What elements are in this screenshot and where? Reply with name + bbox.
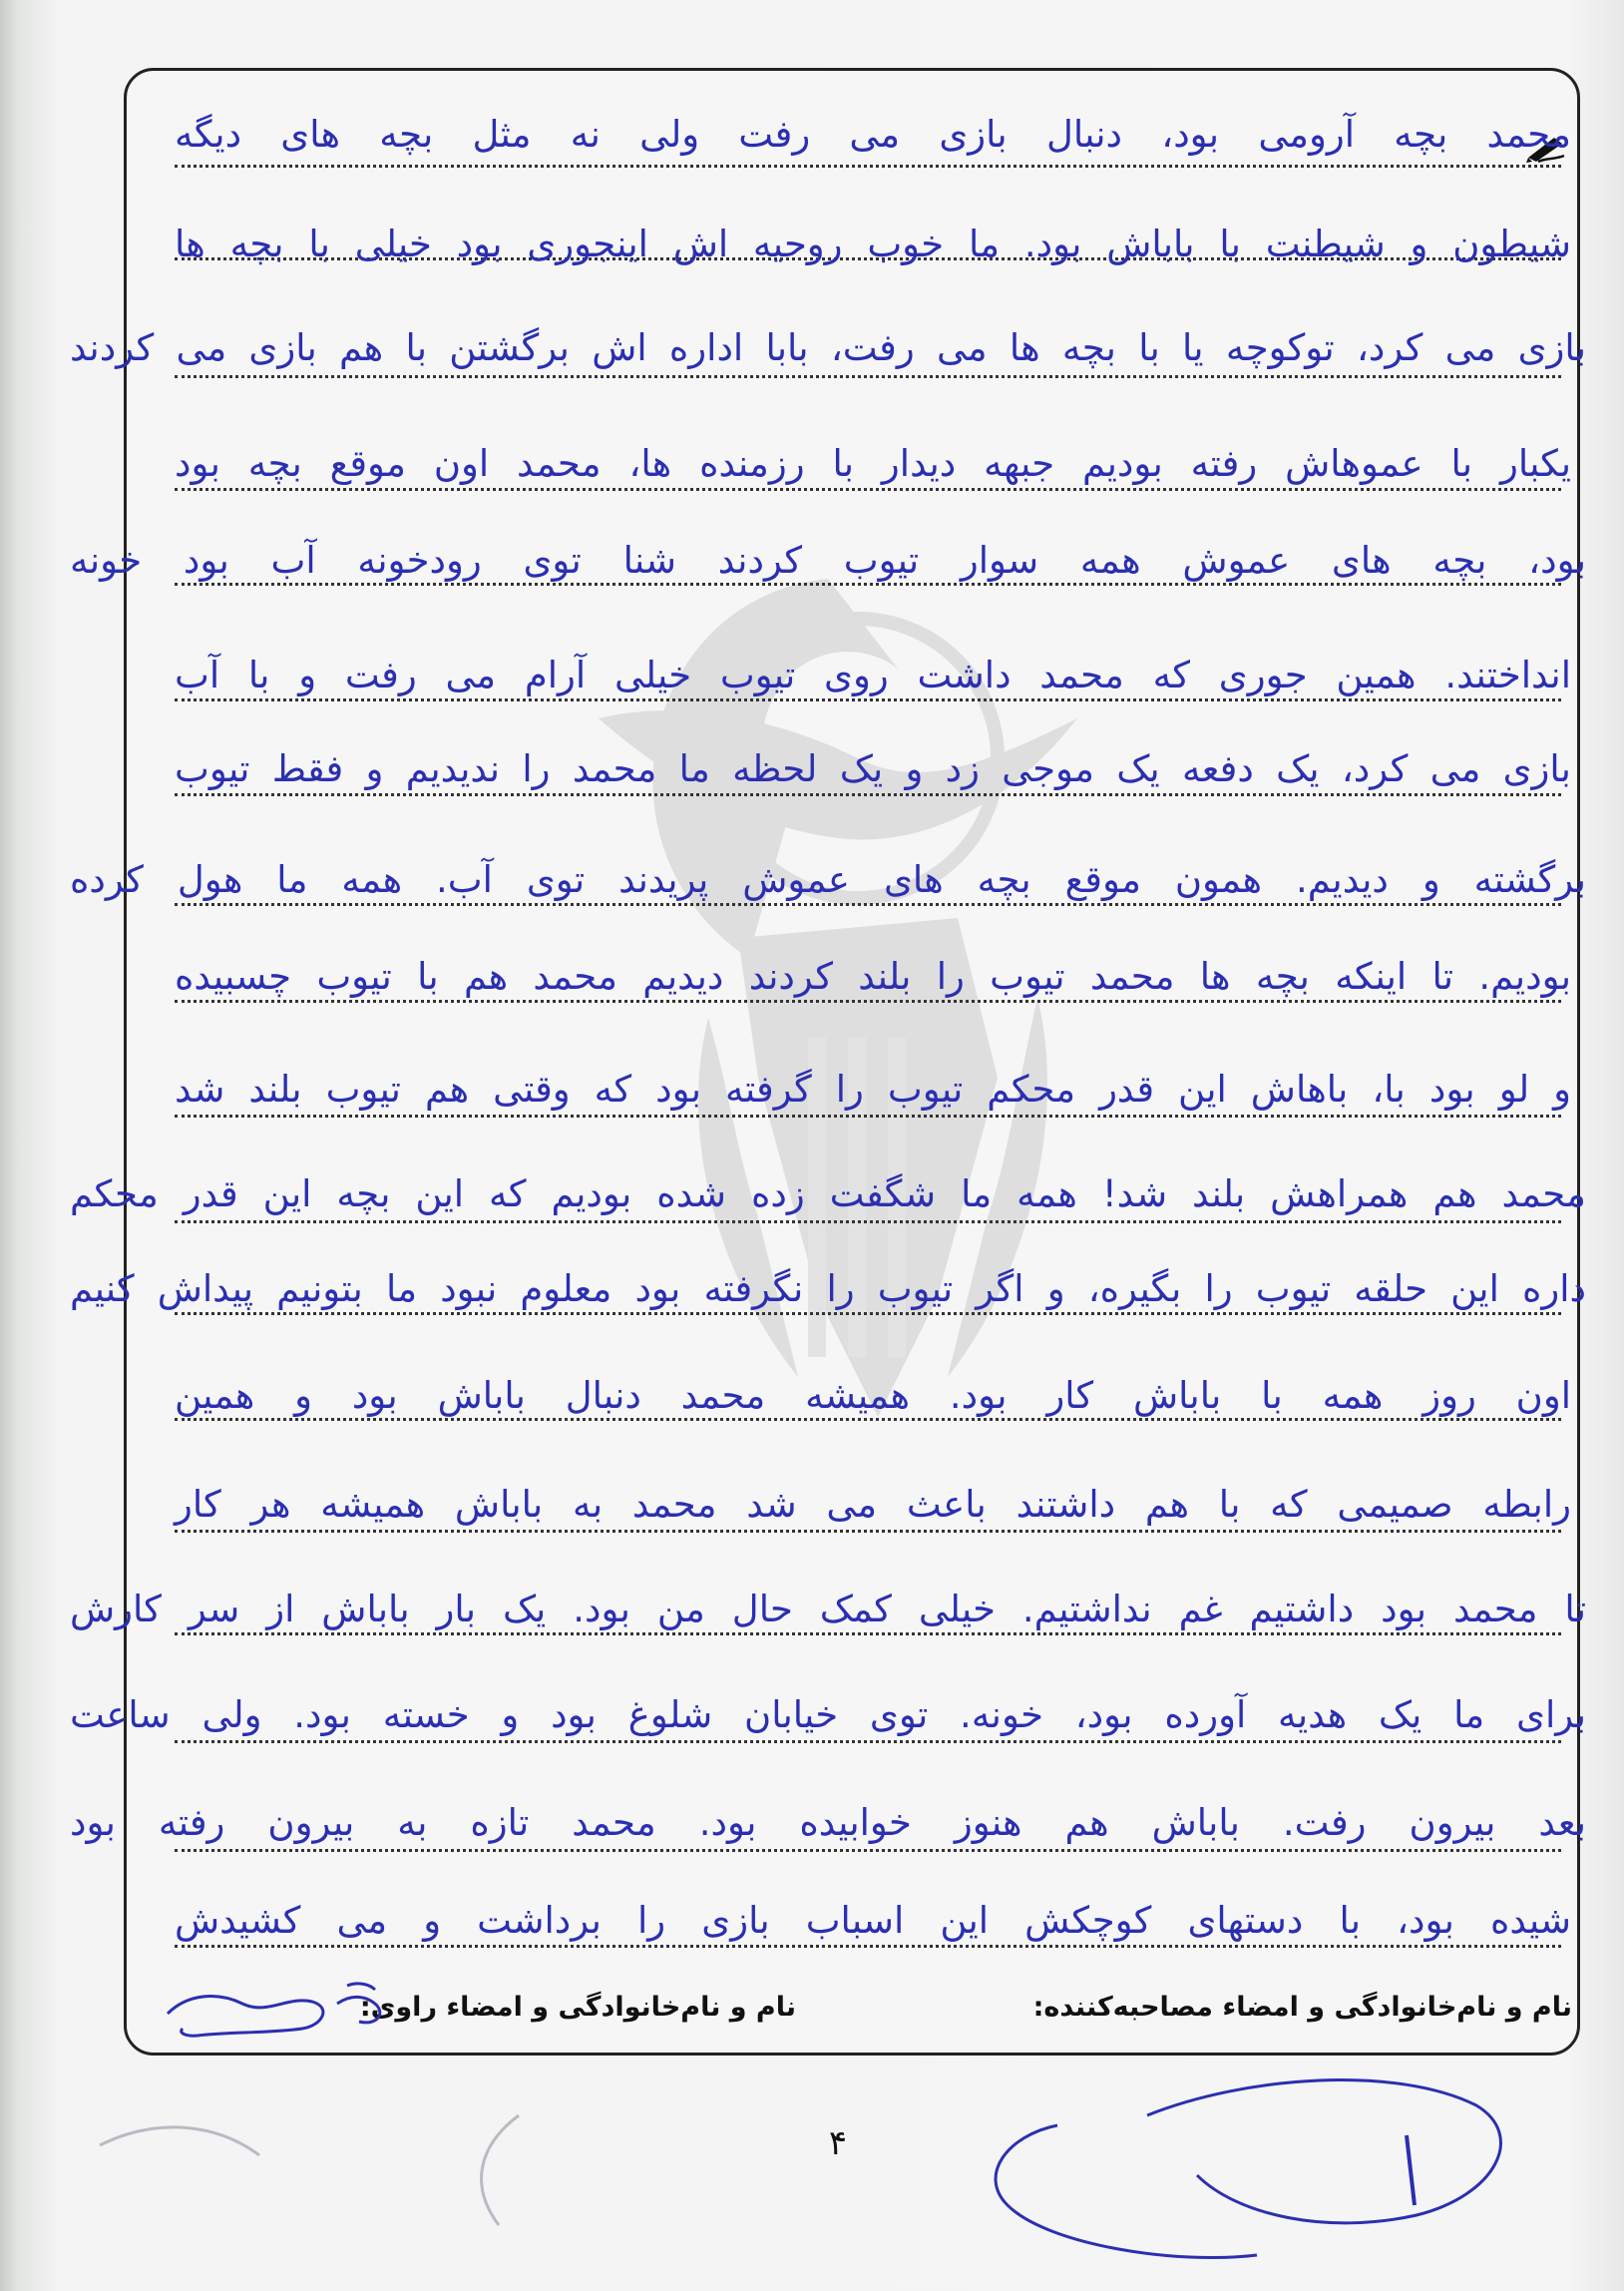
handwritten-line: بازی می کرد، یک دفعه یک موجی زد و یک لحظه ما محمد را ندیدیم و فقط تیوب	[175, 747, 1571, 790]
handwritten-line: داره این حلقه تیوب را بگیره، و اگر تیوب را نگرفته بود معلوم نبود ما بتونیم پیداش کنیم	[70, 1267, 1586, 1310]
page-number: ۴	[828, 2123, 848, 2163]
handwritten-signature	[148, 1974, 397, 2044]
margin-scribbles	[0, 2056, 1624, 2291]
handwritten-line: بازی می کرد، توکوچه یا با بچه ها می رفت، بابا اداره اش برگشتن با هم بازی می کردند	[70, 326, 1586, 369]
handwritten-line: اون روز همه با باباش کار بود. همیشه محمد دنبال باباش بود و همین	[175, 1374, 1571, 1417]
handwritten-line: رابطه صمیمی که با هم داشتند باعث می شد محمد به باباش همیشه هر کار	[175, 1483, 1571, 1526]
handwritten-line: انداختند. همین جوری که محمد داشت روی تیوب خیلی آرام می رفت و با آب	[175, 654, 1571, 696]
interviewer-signature-label: نام و نام‌خانوادگی و امضاء مصاحبه‌کننده:	[1032, 1992, 1572, 2023]
handwritten-line: بودیم. تا اینکه بچه ها محمد تیوب را بلند کردند دیدیم محمد هم با تیوب چسبیده	[175, 955, 1571, 998]
handwritten-line: و لو بود با، باهاش این قدر محکم تیوب را گرفته بود که وقتی هم تیوب بلند شد	[175, 1068, 1571, 1111]
handwritten-line: برای ما یک هدیه آورده بود، خونه. توی خیابان شلوغ بود و خسته بود. ولی ساعت	[70, 1693, 1586, 1736]
handwritten-line: شیده بود، با دستهای کوچکش این اسباب بازی را برداشت و می کشیدش	[175, 1899, 1571, 1942]
handwritten-line: بعد بیرون رفت. باباش هم هنوز خوابیده بود. محمد تازه به بیرون رفته بود	[70, 1801, 1586, 1844]
handwritten-line: تا محمد بود داشتیم غم نداشتیم. خیلی کمک حال من بود. یک بار باباش از سر کارش	[70, 1588, 1586, 1630]
handwritten-line: بود، بچه های عموش همه سوار تیوب کردند شنا توی رودخونه آب بود خونه	[70, 539, 1586, 582]
handwritten-line: شیطون و شیطنت با باباش بود. ما خوب روحیه اش اینجوری بود خیلی با بچه ها	[175, 223, 1571, 265]
handwritten-line: محمد بچه آرومی بود، دنبال بازی می رفت ولی نه مثل بچه های دیگه	[175, 113, 1571, 156]
handwritten-line: محمد هم همراهش بلند شد! همه ما شگفت زده شده بودیم که این بچه این قدر محکم	[70, 1172, 1586, 1215]
handwritten-line: یکبار با عموهاش رفته بودیم جبهه دیدار با رزمنده ها، محمد اون موقع بچه بود	[175, 442, 1571, 485]
handwritten-line: برگشته و دیدیم. همون موقع بچه های عموش پریدند توی آب. همه ما هول کرده	[70, 858, 1586, 901]
narrator-signature-label: نام و نام‌خانوادگی و امضاء راوی:	[359, 1992, 796, 2023]
